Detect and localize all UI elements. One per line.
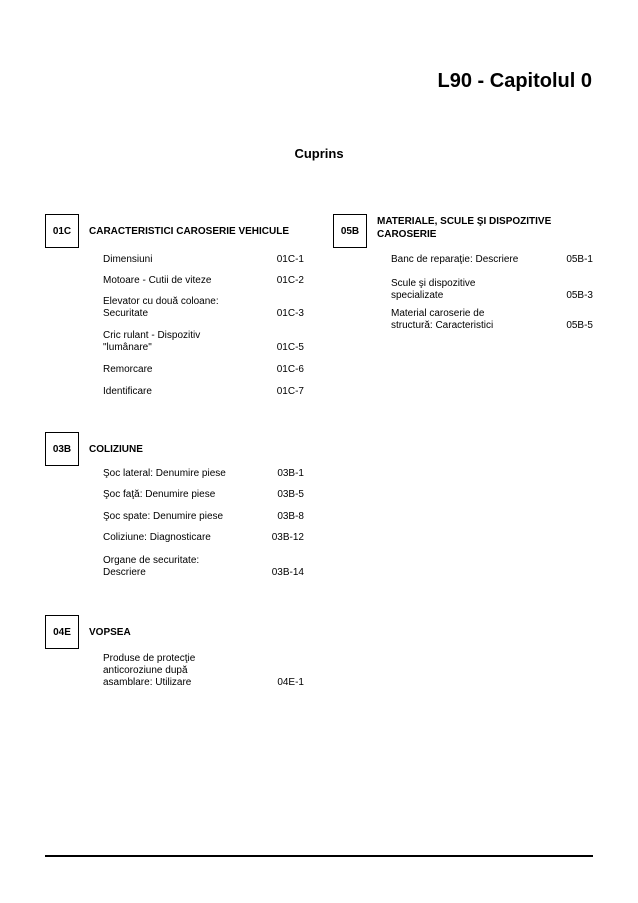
- entry-page: 03B-12: [271, 532, 304, 543]
- entry-page: 04E-1: [277, 677, 304, 688]
- toc-entry[interactable]: [103, 296, 304, 320]
- entry-name: Remorcare: [103, 364, 153, 375]
- entry-name: Banc de reparaţie: Descriere: [391, 254, 519, 265]
- entry-page: 05B-5: [566, 320, 593, 331]
- section-code-box: 05B: [333, 214, 367, 248]
- entry-name: Motoare - Cutii de viteze: [103, 275, 212, 286]
- toc-entry[interactable]: [103, 653, 304, 689]
- entry-page: 05B-1: [566, 254, 593, 265]
- section-code-box: 04E: [45, 615, 79, 649]
- toc-entry[interactable]: [103, 254, 304, 266]
- entry-name: Elevator cu două coloane: Securitate: [103, 296, 219, 319]
- entry-name: Dimensiuni: [103, 254, 153, 265]
- toc-entry[interactable]: [103, 386, 304, 398]
- entry-page: 03B-1: [277, 468, 304, 479]
- toc-entry[interactable]: [103, 364, 304, 376]
- toc-entry[interactable]: [103, 330, 304, 354]
- section-code-box: 03B: [45, 432, 79, 466]
- entry-page: 01C-6: [276, 364, 304, 375]
- document-title: L90 - Capitolul 0: [437, 70, 592, 92]
- section-title: VOPSEA: [89, 627, 131, 638]
- entry-name: Şoc faţă: Denumire piese: [103, 489, 216, 500]
- entry-name: Produse de protecţie anticoroziune după asamblare: Utilizare: [103, 653, 196, 688]
- toc-entry[interactable]: [103, 511, 304, 523]
- toc-entry[interactable]: [103, 275, 304, 287]
- toc-entry[interactable]: [391, 278, 593, 302]
- entry-name: Material caroserie de structură: Caracteristici: [391, 308, 494, 331]
- entry-name: Scule şi dispozitive specializate: [391, 278, 476, 301]
- section-title: COLIZIUNE: [89, 444, 143, 455]
- entry-name: Şoc lateral: Denumire piese: [103, 468, 226, 479]
- entry-page: 05B-3: [566, 290, 593, 301]
- entry-name: Cric rulant - Dispozitiv "lumânare": [103, 330, 201, 353]
- entry-name: Identificare: [103, 386, 152, 397]
- section-title: CARACTERISTICI CAROSERIE VEHICULE: [89, 226, 290, 237]
- entry-page: 01C-5: [276, 342, 304, 353]
- toc-entry[interactable]: [103, 468, 304, 480]
- contents-heading-text: Cuprins: [294, 146, 344, 161]
- toc-entry[interactable]: [391, 308, 593, 332]
- section-title: MATERIALE, SCULE ŞI DISPOZITIVE CAROSERIE: [377, 216, 552, 240]
- entry-page: 03B-14: [271, 567, 304, 578]
- contents-heading: [0, 146, 638, 161]
- entry-page: 01C-7: [276, 386, 304, 397]
- entry-name: Şoc spate: Denumire piese: [103, 511, 224, 522]
- entry-page: 03B-8: [277, 511, 304, 522]
- entry-page: 01C-2: [276, 275, 304, 286]
- toc-entry[interactable]: [391, 254, 593, 266]
- toc-entry[interactable]: [103, 555, 304, 579]
- entry-name: Organe de securitate: Descriere: [103, 555, 200, 578]
- toc-entry[interactable]: [103, 489, 304, 501]
- toc-entry[interactable]: [103, 532, 304, 544]
- entry-page: 01C-1: [276, 254, 304, 265]
- entry-name: Coliziune: Diagnosticare: [103, 532, 211, 543]
- section-code-box: 01C: [45, 214, 79, 248]
- entry-page: 01C-3: [276, 308, 304, 319]
- entry-page: 03B-5: [277, 489, 304, 500]
- footer-rule: [45, 855, 593, 857]
